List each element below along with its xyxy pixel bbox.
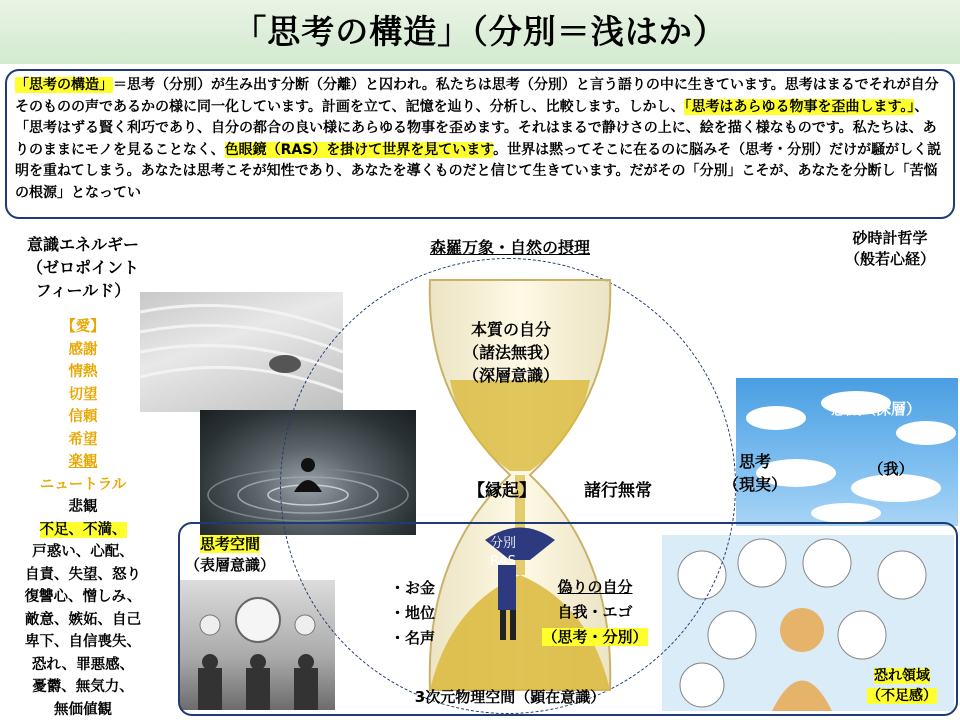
label-line: （表層意識） bbox=[184, 556, 275, 574]
label-line: 思考 bbox=[738, 452, 771, 471]
false-self-label bbox=[530, 575, 660, 650]
intro-text-1: ＝思考（分別）が生み出す分断（分離）と囚われ。私たちは思考（分別）と言う語りの中に生きています。思考はまるでそれが自分そのものの声であるかの様に同一化しています。計画を立て、記憶を辿り、分析し、比較します。しかし、 bbox=[15, 77, 939, 115]
emotion-item: 切望 bbox=[68, 386, 98, 403]
intro-text-2: 、「思考はずる賢く利巧であり、自分の都合の良い様にあらゆる物事を歪めます。それはまるで静けさの上に、絵を描く様なものです。私たちは、ありのままにモノを見ることなく、 bbox=[15, 98, 937, 158]
label-line: （般若心経） bbox=[844, 250, 935, 268]
intro-highlight-1: 「思考の構造」 bbox=[15, 77, 113, 93]
thought-reality-label bbox=[720, 450, 790, 496]
heading-line: 意識エネルギー bbox=[26, 235, 139, 254]
label-line: RAS bbox=[490, 554, 516, 569]
label-line: 本質の自分 bbox=[470, 320, 551, 339]
emotion-item: 希望 bbox=[68, 431, 98, 448]
list-item: ・名声 bbox=[390, 629, 436, 647]
bunbetsu-ras-label bbox=[478, 535, 528, 571]
intro-text-3: 。世界は黙ってそこに在るのに脳みそ（思考・分別）だけが騒がしく説明を重ねてしまう。あなたは思考こそが知性であり、あなたを導くものだと信じて生きています。だがその「分別」こそが、あなたを分断し「苦悩の根源」となってい bbox=[15, 141, 942, 201]
intro-highlight-2: 「思考はあらゆる物事を歪曲します。」 bbox=[684, 98, 915, 115]
emotion-scale bbox=[8, 316, 158, 720]
emotion-item: 恐れ、罪悪感、 bbox=[31, 656, 135, 673]
label-line: （思考・分別） bbox=[542, 628, 648, 646]
label-line: 恐れ領域 bbox=[874, 668, 930, 684]
heading-line: （ゼロポイント bbox=[26, 258, 139, 277]
emotion-item: 楽観 bbox=[68, 454, 98, 470]
label-line: 思考空間 bbox=[199, 535, 260, 553]
emotion-item: 感謝 bbox=[68, 341, 98, 358]
emotion-item: 自責、失望、怒り bbox=[25, 566, 141, 583]
cosmos-label: 森羅万象・自然の摂理 bbox=[429, 238, 590, 257]
label-line: 分別 bbox=[489, 536, 516, 551]
self-ga-label: （我） bbox=[868, 460, 914, 478]
emotion-neutral: ニュートラル bbox=[39, 476, 127, 493]
label-line: （諸法無我） bbox=[462, 343, 559, 362]
intro-highlight-3: 色眼鏡（RAS）を掛けて世界を見ています bbox=[224, 141, 494, 158]
true-self-label bbox=[436, 318, 586, 387]
heading-line: フィールド） bbox=[35, 281, 131, 300]
label-line: 自我・エゴ bbox=[557, 603, 633, 621]
emotion-item: 敵意、嫉妬、自己 bbox=[25, 611, 141, 628]
list-item: ・地位 bbox=[390, 604, 436, 622]
emotion-item: 憂欝、無気力、 bbox=[32, 679, 134, 695]
consciousness-energy-heading bbox=[8, 233, 158, 302]
label-line: （深層意識） bbox=[462, 366, 559, 385]
list-item: ・お金 bbox=[390, 579, 436, 597]
deep-consciousness-label: 意識（深層） bbox=[830, 400, 921, 418]
emotion-item: 復讐心、憎しみ、 bbox=[24, 589, 142, 605]
emotion-item: 【愛】 bbox=[61, 319, 105, 335]
engi-label: 【縁起】 bbox=[468, 481, 536, 501]
physical-space-label: 3次元物理空間（顕在意識） bbox=[414, 688, 606, 706]
emotion-item: 信頼 bbox=[68, 409, 98, 425]
worldly-items-list bbox=[390, 576, 450, 651]
page-title: 「思考の構造」（分別＝浅はか） bbox=[233, 12, 727, 51]
label-line: 砂時計哲学 bbox=[852, 229, 928, 247]
emotion-item: 無価値観 bbox=[54, 701, 112, 718]
emotion-item: 戸惑い、心配、 bbox=[32, 544, 134, 560]
emotion-item: 悲観 bbox=[68, 499, 98, 515]
label-line: （現実） bbox=[722, 475, 787, 494]
thought-space-label bbox=[180, 534, 280, 576]
intro-paragraph bbox=[5, 69, 955, 219]
hourglass-philosophy-label bbox=[835, 228, 945, 270]
shogyo-mujo-label: 諸行無常 bbox=[584, 481, 652, 501]
emotion-lack: 不足、不満、 bbox=[39, 521, 127, 538]
title-bar bbox=[0, 0, 960, 64]
emotion-item: 情熱 bbox=[68, 364, 98, 380]
emotion-item: 卑下、自信喪失、 bbox=[25, 634, 141, 650]
fear-region-label bbox=[862, 666, 942, 706]
label-line: 偽りの自分 bbox=[557, 578, 633, 596]
label-line: （不足感） bbox=[867, 688, 937, 704]
